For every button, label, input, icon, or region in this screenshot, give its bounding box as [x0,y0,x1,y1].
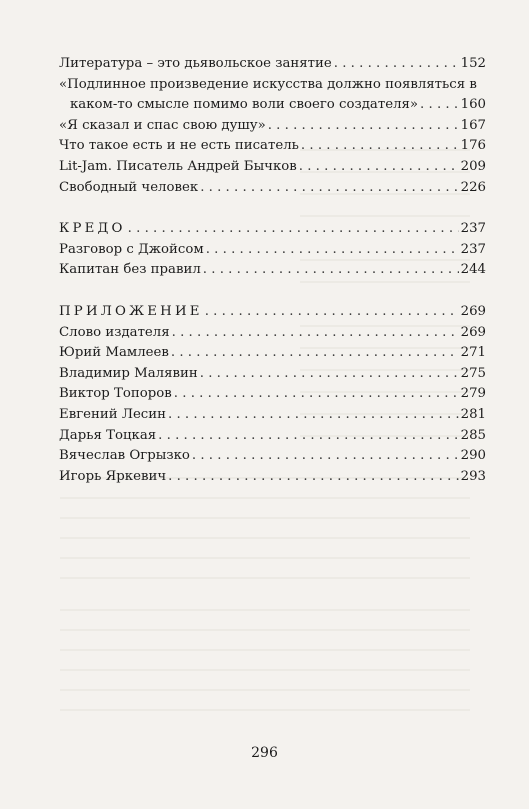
toc-entry-title: Владимир Малявин [59,365,198,381]
toc-entry-first-line[interactable] [59,75,486,96]
section-page: 269 [460,303,486,319]
dot-leader [206,240,459,261]
toc-entry-title: Что такое есть и не есть писатель [59,138,299,154]
toc-entry-page: 226 [460,179,486,195]
toc-entry[interactable] [59,54,486,75]
dot-leader [171,343,459,364]
toc-entry-title: Свободный человек [59,179,199,195]
dot-leader [192,446,459,467]
toc-entry-page: 285 [460,427,486,443]
toc-entry[interactable] [59,426,486,447]
section-title: ПРИЛОЖЕНИЕ [59,303,203,319]
toc-entry[interactable] [59,260,486,281]
toc-entry-title: Дарья Тоцкая [59,427,157,443]
toc-entry-title: Капитан без правил [59,262,201,278]
toc-entry-page: 279 [460,386,486,402]
toc-entry-title: Юрий Мамлеев [59,345,169,361]
dot-leader [168,467,458,488]
dot-leader [200,364,459,385]
toc-section-prilozhenie[interactable] [59,302,486,323]
toc-entry[interactable] [59,240,486,261]
toc-entry[interactable] [59,405,486,426]
toc-entry-title: Евгений Лесин [59,406,166,422]
dot-leader [168,405,459,426]
section-page: 237 [460,221,486,237]
toc-entry-page: 237 [460,241,486,257]
dot-leader [200,178,458,199]
toc-entry[interactable] [59,467,486,488]
toc-entry-title: Вячеслав Огрызко [59,448,190,464]
toc-entry-title: «Я сказал и спас свою душу» [59,117,266,133]
toc-entry[interactable] [59,136,486,157]
dot-leader [299,157,459,178]
toc-entry[interactable] [59,178,486,199]
toc-entry[interactable] [59,323,486,344]
toc-entry-title-line1: «Подлинное произведение искусства должно появляться в [59,76,477,92]
toc-entry-page: 281 [460,406,486,422]
toc-entry-page: 293 [460,468,486,484]
toc-entry-page: 160 [460,97,486,113]
dot-leader [172,323,459,344]
dot-leader [205,302,459,323]
dot-leader [301,136,459,157]
section-spacer [59,198,486,219]
toc-entry-page: 176 [460,138,486,154]
toc-entry-page: 271 [460,345,486,361]
dot-leader [174,384,459,405]
dot-leader [203,260,459,281]
section-spacer [59,281,486,302]
toc-entry[interactable] [59,364,486,385]
toc-entry-title: Lit-Jam. Писатель Андрей Бычков [59,158,297,174]
dot-leader [158,426,458,447]
dot-leader [268,116,459,137]
dot-leader [128,219,459,240]
toc-entry[interactable] [59,157,486,178]
toc-entry[interactable] [59,446,486,467]
dot-leader [420,95,459,116]
toc-entry-title: Виктор Топоров [59,386,172,402]
toc-entry-title: Игорь Яркевич [59,468,167,484]
page-number: 296 [251,745,278,761]
toc-entry-page: 152 [460,56,486,71]
toc-entry-page: 167 [460,117,486,133]
toc-entry-title: Литература – это дьявольское занятие [59,56,332,71]
toc-entry[interactable] [59,343,486,364]
toc-section-kredo[interactable] [59,219,486,240]
toc-entry-title: Разговор с Джойсом [59,241,204,257]
toc-entry-title: Слово издателя [59,324,170,340]
toc-entry-title: каком-то смысле помимо воли своего создателя» [70,97,419,113]
toc-entry-page: 209 [460,158,486,174]
table-of-contents [59,54,486,487]
toc-entry-page: 269 [460,324,486,340]
toc-entry[interactable] [59,384,486,405]
dot-leader [334,54,459,75]
toc-entry-page: 275 [460,365,486,381]
toc-entry-page: 244 [460,262,486,278]
section-title: КРЕДО [59,221,126,237]
toc-entry[interactable] [59,95,486,116]
toc-entry-page: 290 [460,448,486,464]
toc-entry[interactable] [59,116,486,137]
